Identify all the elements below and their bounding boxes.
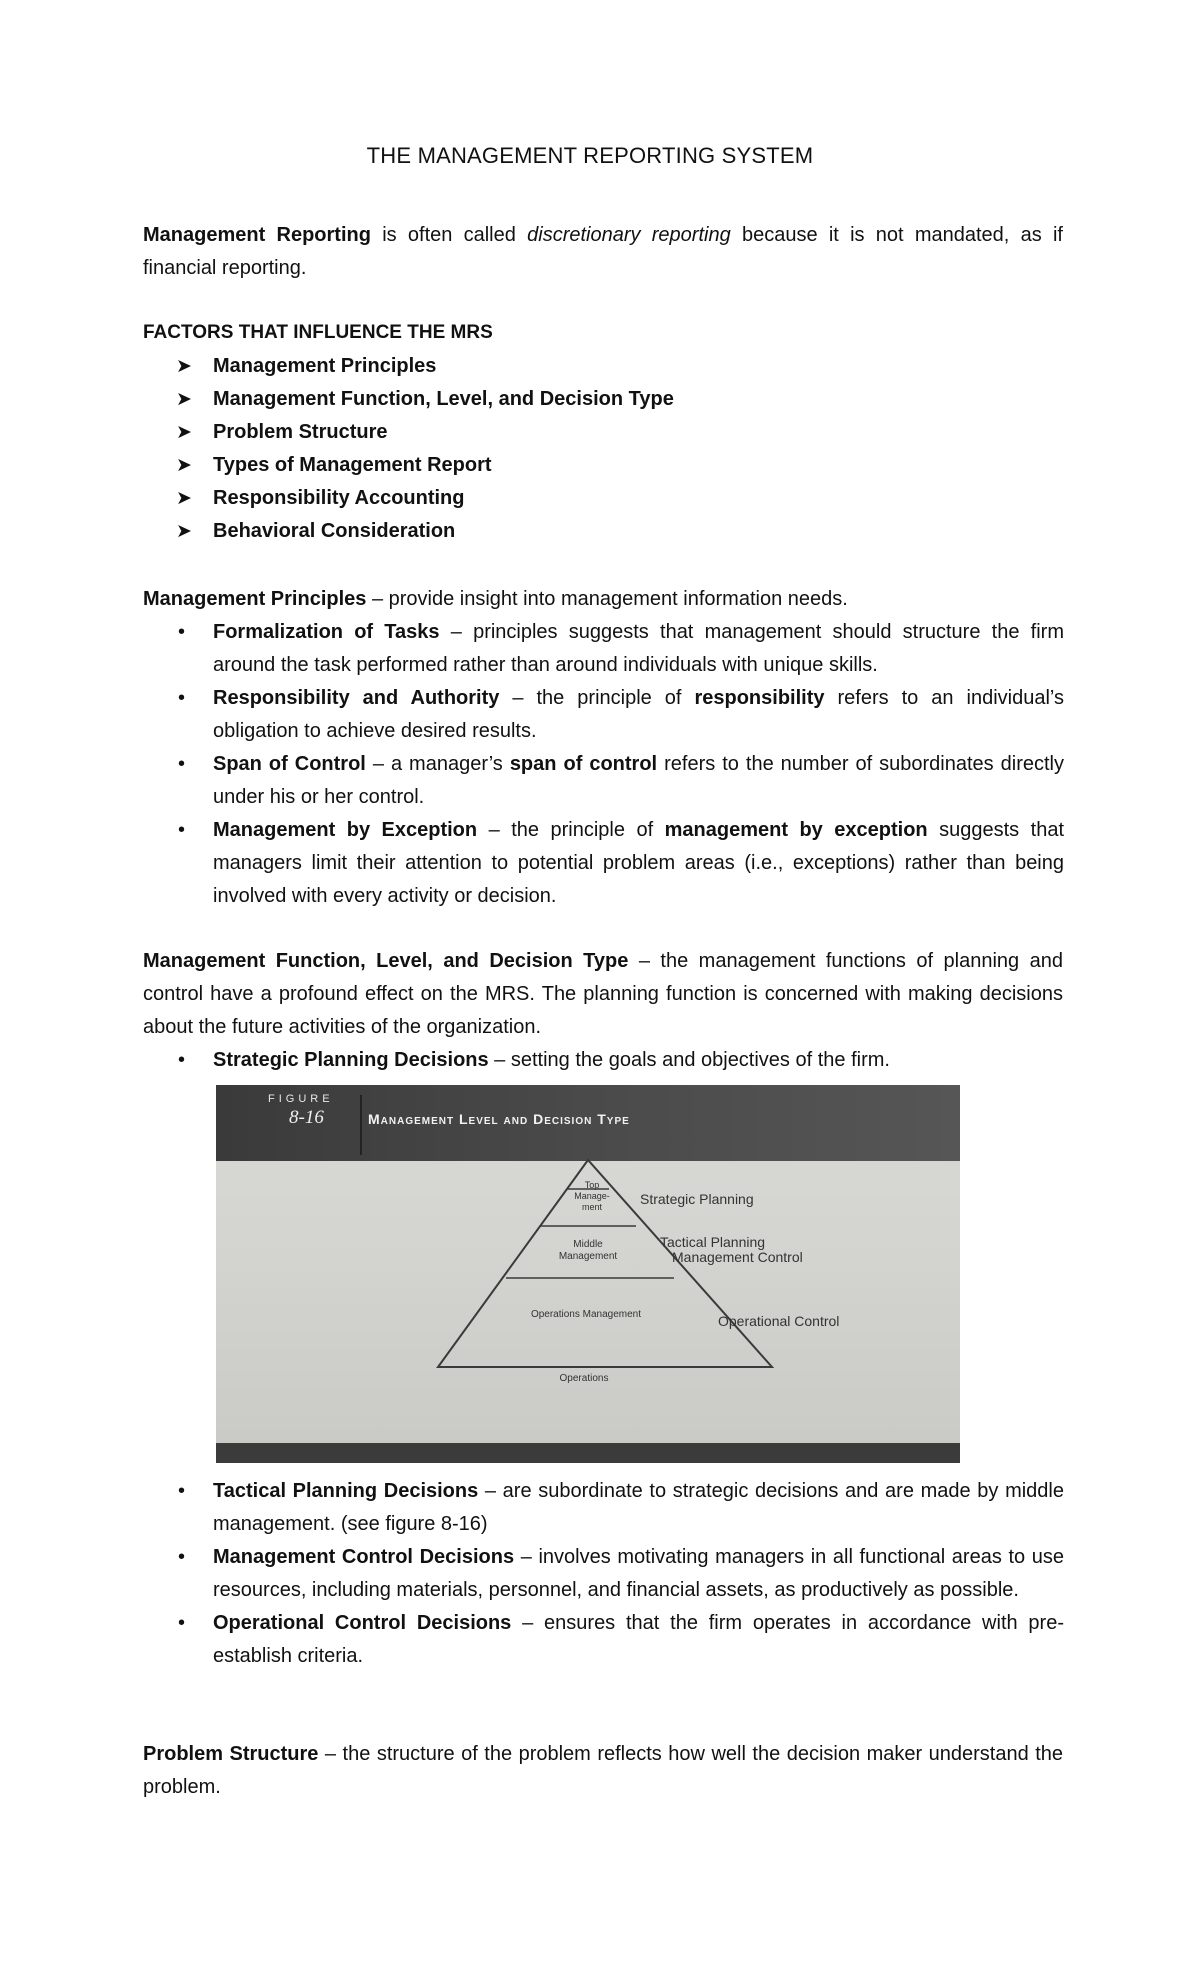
level-top-3: ment <box>581 1202 603 1212</box>
bullet-icon: • <box>178 753 186 775</box>
list-item: ➤ Behavioral Consideration <box>176 515 674 548</box>
decision-type-list <box>178 1475 1064 1673</box>
list-item: • Formalization of Tasks – principles suggests that management should structure the firm around the task performed rather than around individuals with unique skills. <box>178 616 1064 682</box>
intro-text-2: because it is not mandated, as if financial reporting. <box>143 224 1063 279</box>
bullet-icon: • <box>178 687 186 709</box>
bullet-icon: • <box>178 1612 186 1634</box>
level-ops-mgmt: Operations Management <box>530 1309 642 1320</box>
list-item: • Responsibility and Authority – the principle of responsibility refers to an individual’s obligation to achieve desired results. <box>178 682 1064 748</box>
decision-tactical-2: Management Control <box>672 1249 803 1265</box>
decision-operational: Operational Control <box>718 1313 840 1329</box>
list-item: • Management by Exception – the principle of management by exception suggests that managers limit their attention to potential problem areas (i.e., exceptions) rather than being involved with every activity or decision. <box>178 814 1064 913</box>
level-ops: Operations <box>559 1373 609 1384</box>
problem-paragraph <box>143 1738 1063 1804</box>
arrow-bullet-icon: ➤ <box>176 521 192 542</box>
function-heading: Management Function, Level, and Decision Type <box>143 950 629 972</box>
level-middle-1: Middle <box>573 1239 603 1250</box>
page-title: THE MANAGEMENT REPORTING SYSTEM <box>366 143 814 168</box>
strategic-list <box>178 1044 1064 1077</box>
problem-heading: Problem Structure <box>143 1743 319 1765</box>
bullet-icon: • <box>178 1049 186 1071</box>
principles-list <box>178 616 1064 913</box>
list-item: ➤ Management Function, Level, and Decision Type <box>176 383 674 416</box>
factors-list <box>176 350 674 548</box>
list-item: • Tactical Planning Decisions – are subordinate to strategic decisions and are made by middle management. (see figure 8-16) <box>178 1475 1064 1541</box>
list-item: • Span of Control – a manager’s span of control refers to the number of subordinates directly under his or her control. <box>178 748 1064 814</box>
bullet-icon: • <box>178 1480 186 1502</box>
decision-tactical-1: Tactical Planning <box>660 1234 766 1250</box>
list-item: • Management Control Decisions – involves motivating managers in all functional areas to use resources, including materials, personnel, and financial assets, as productively as possible. <box>178 1541 1064 1607</box>
list-item: ➤ Types of Management Report <box>176 449 674 482</box>
figure-number: 8-16 <box>289 1107 324 1128</box>
list-item: ➤ Management Principles <box>176 350 674 383</box>
bullet-icon: • <box>178 819 186 841</box>
intro-italic: discretionary reporting <box>527 224 731 246</box>
bullet-icon: • <box>178 621 186 643</box>
arrow-bullet-icon: ➤ <box>176 422 192 443</box>
list-item: • Strategic Planning Decisions – setting the goals and objectives of the firm. <box>178 1044 1064 1077</box>
level-top-1: Top <box>584 1180 600 1190</box>
arrow-bullet-icon: ➤ <box>176 356 192 377</box>
figure-title: Management Level and Decision Type <box>368 1111 630 1127</box>
arrow-bullet-icon: ➤ <box>176 455 192 476</box>
intro-text-1: is often called <box>370 224 528 246</box>
problem-text: – the structure of the problem reflects how well the decision maker understand the problem. <box>143 1743 1063 1798</box>
level-top-2: Manage- <box>574 1191 610 1201</box>
figure-management-pyramid <box>216 1085 960 1463</box>
principles-heading: Management Principles <box>143 588 367 610</box>
principles-intro <box>143 583 1063 616</box>
list-item: ➤ Responsibility Accounting <box>176 482 674 515</box>
figure-label: FIGURE <box>268 1093 334 1105</box>
decision-strategic: Strategic Planning <box>640 1191 754 1207</box>
list-item: • Operational Control Decisions – ensures that the firm operates in accordance with pre-establish criteria. <box>178 1607 1064 1673</box>
function-paragraph <box>143 945 1063 1044</box>
arrow-bullet-icon: ➤ <box>176 389 192 410</box>
list-item: ➤ Problem Structure <box>176 416 674 449</box>
level-middle-2: Management <box>558 1251 618 1262</box>
intro-term: Management Reporting <box>143 224 371 246</box>
factors-heading: FACTORS THAT INFLUENCE THE MRS <box>143 322 493 343</box>
arrow-bullet-icon: ➤ <box>176 488 192 509</box>
principles-text: – provide insight into management information needs. <box>366 588 848 610</box>
intro-paragraph <box>143 219 1063 285</box>
pyramid-diagram <box>216 1085 960 1463</box>
bullet-icon: • <box>178 1546 186 1568</box>
function-text: – the management functions of planning and control have a profound effect on the MRS. The planning function is concerned with making decisions about the future activities of the organization. <box>143 950 1063 1038</box>
